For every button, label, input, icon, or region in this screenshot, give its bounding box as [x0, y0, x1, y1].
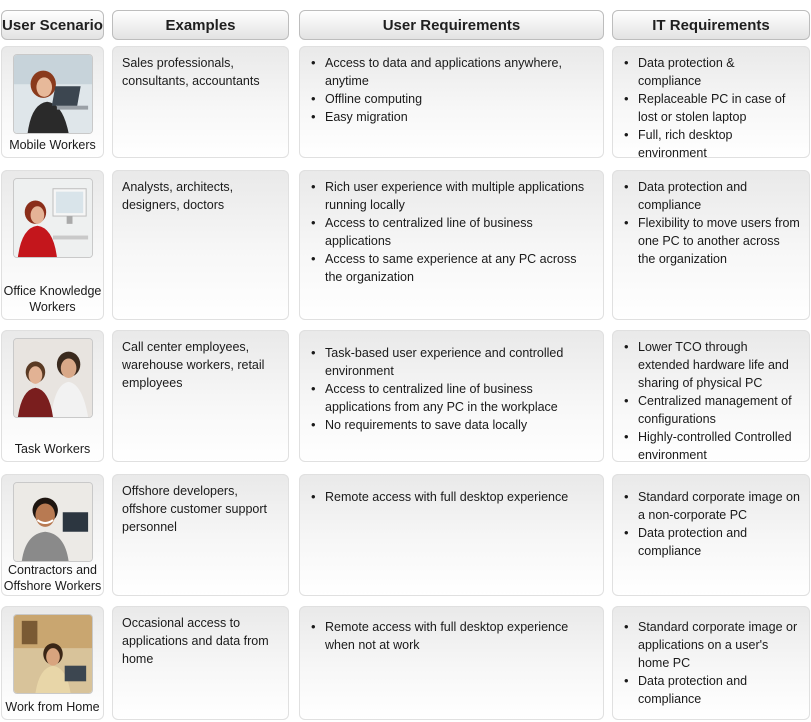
- user-requirements-cell: [299, 330, 604, 462]
- list-item: • Remote access with full desktop experience: [311, 488, 594, 506]
- list-item: • Flexibility to move users from one PC to another across the organization: [624, 214, 800, 268]
- examples-text: Offshore developers, offshore customer support personnel: [122, 484, 267, 534]
- user-requirements-cell: [299, 474, 604, 596]
- list-item: • Highly-controlled Controlled environment: [624, 428, 800, 464]
- list-item: • Access to data and applications anywhere, anytime: [311, 54, 594, 90]
- scenario-label: Contractors and Offshore Workers: [3, 563, 102, 593]
- scenario-cell-contractors: [1, 474, 104, 596]
- examples-cell: [112, 474, 289, 596]
- examples-text: Analysts, architects, designers, doctors: [122, 180, 234, 212]
- examples-cell: [112, 330, 289, 462]
- scenario-cell-task-workers: [1, 330, 104, 462]
- list-item: • Data protection and compliance: [624, 672, 800, 708]
- list-item: • Rich user experience with multiple applications running locally: [311, 178, 594, 214]
- header-it-requirements: IT Requirements: [612, 10, 810, 40]
- list-item: • Access to centralized line of business applications: [311, 214, 594, 250]
- list-item: • Centralized management of configurations: [624, 392, 800, 428]
- header-examples: Examples: [112, 10, 289, 40]
- examples-text: Occasional access to applications and data from home: [122, 616, 269, 666]
- list-item: • Remote access with full desktop experience when not at work: [311, 618, 594, 654]
- list-item: • Data protection and compliance: [624, 178, 800, 214]
- user-requirements-cell: [299, 46, 604, 158]
- scenario-cell-work-from-home: [1, 606, 104, 720]
- list-item: • Access to centralized line of business applications from any PC in the workplace: [311, 380, 594, 416]
- list-item: • Replaceable PC in case of lost or stolen laptop: [624, 90, 800, 126]
- task-workers-photo: [13, 338, 93, 418]
- list-item: • Offline computing: [311, 90, 594, 108]
- scenario-label: Office Knowledge Workers: [3, 284, 102, 314]
- it-requirements-cell: [612, 170, 810, 320]
- list-item: • Data protection and compliance: [624, 524, 800, 560]
- scenario-cell-office-knowledge-workers: [1, 170, 104, 320]
- list-item: • Lower TCO through extended hardware life and sharing of physical PC: [624, 338, 800, 392]
- examples-text: Call center employees, warehouse workers, retail employees: [122, 340, 265, 390]
- examples-text: Sales professionals, consultants, accountants: [122, 56, 260, 88]
- list-item: • Task-based user experience and controlled environment: [311, 344, 594, 380]
- list-item: • Easy migration: [311, 108, 594, 126]
- list-item: • Access to same experience at any PC across the organization: [311, 250, 594, 286]
- examples-cell: [112, 46, 289, 158]
- list-item: • No requirements to save data locally: [311, 416, 594, 434]
- user-requirements-cell: [299, 606, 604, 720]
- it-requirements-cell: [612, 46, 810, 158]
- scenario-label: Task Workers: [14, 442, 91, 456]
- list-item: • Standard corporate image or applications on a user's home PC: [624, 618, 800, 672]
- contractor-photo: [13, 482, 93, 562]
- list-item: • Full, rich desktop environment: [624, 126, 800, 162]
- header-user-requirements: User Requirements: [299, 10, 604, 40]
- it-requirements-cell: [612, 330, 810, 462]
- list-item: • Data protection & compliance: [624, 54, 800, 90]
- mobile-worker-photo: [13, 54, 93, 134]
- it-requirements-cell: [612, 474, 810, 596]
- office-worker-photo: [13, 178, 93, 258]
- scenario-label: Mobile Workers: [9, 138, 96, 152]
- home-worker-photo: [13, 614, 93, 694]
- it-requirements-cell: [612, 606, 810, 720]
- scenario-label: Work from Home: [5, 700, 100, 714]
- scenario-cell-mobile-workers: [1, 46, 104, 158]
- user-requirements-cell: [299, 170, 604, 320]
- examples-cell: [112, 606, 289, 720]
- examples-cell: [112, 170, 289, 320]
- header-user-scenario: User Scenario: [1, 10, 104, 40]
- list-item: • Standard corporate image on a non-corporate PC: [624, 488, 800, 524]
